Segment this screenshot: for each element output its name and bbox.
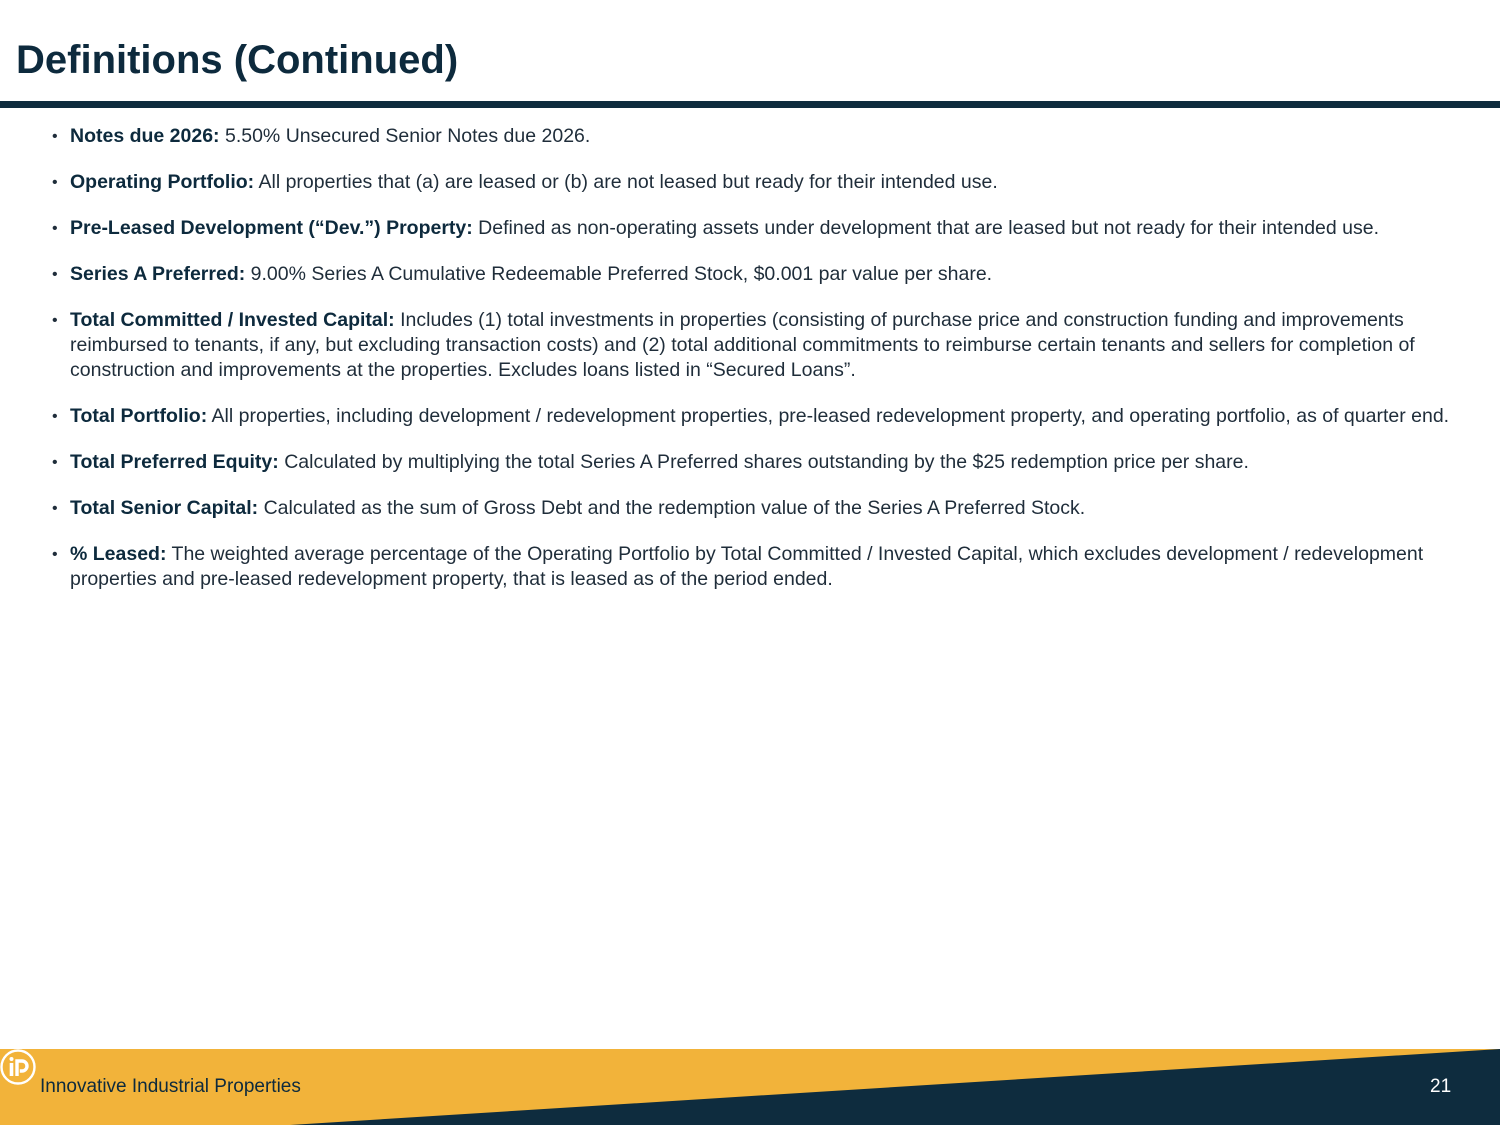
title-divider (0, 101, 1500, 108)
definition-term: Pre-Leased Development (“Dev.”) Property: (70, 217, 473, 239)
definition-text: All properties that (a) are leased or (b) are not leased but ready for their intended use. (258, 171, 998, 193)
definition-item (52, 308, 1452, 383)
definition-text: The weighted average percentage of the Operating Portfolio by Total Committed / Invested Capital, which excludes development / redevelopment properties and pre-leased redevelopment property, that is leased as of the period ended. (70, 543, 1424, 590)
definition-item (52, 216, 1452, 241)
definition-text: 5.50% Unsecured Senior Notes due 2026. (224, 125, 591, 147)
definition-item (52, 496, 1452, 521)
bullet-icon: • (52, 500, 58, 517)
bullet-icon: • (52, 546, 58, 563)
definition-text: 9.00% Series A Cumulative Redeemable Preferred Stock, $0.001 par value per share. (250, 263, 993, 285)
definition-item (52, 450, 1452, 475)
bullet-icon: • (52, 454, 58, 471)
definition-text: Includes (1) total investments in properties (consisting of purchase price and construction funding and improvements reimbursed to tenants, if any, but excluding transaction costs) and (2) total additional commitments to reimburse certain tenants and sellers for completion of construction and improvements at the properties. Excludes loans listed in “Secured Loans”. (70, 309, 1415, 381)
bullet-icon: • (52, 266, 58, 283)
definition-term: Total Portfolio: (70, 405, 208, 427)
definition-text: Defined as non-operating assets under development that are leased but not ready for their intended use. (478, 217, 1380, 239)
page-title: Definitions (Continued) (16, 38, 459, 82)
bullet-icon: • (52, 174, 58, 191)
footer-company-name: Innovative Industrial Properties (40, 1076, 301, 1097)
page-number: 21 (1430, 1076, 1452, 1097)
definition-term: Series A Preferred: (70, 263, 246, 285)
definition-item (52, 124, 1452, 149)
iip-logo-icon (0, 1049, 36, 1085)
definition-term: Notes due 2026: (70, 125, 220, 147)
definition-term: % Leased: (70, 543, 167, 565)
definition-text: All properties, including development / redevelopment properties, pre-leased redevelopment property, and operating portfolio, as of quarter end. (211, 405, 1450, 427)
definition-item (52, 404, 1452, 429)
definition-item (52, 170, 1452, 195)
definitions-list (52, 124, 1452, 592)
definition-text: Calculated by multiplying the total Series A Preferred shares outstanding by the $25 redemption price per share. (284, 451, 1249, 473)
definition-term: Total Committed / Invested Capital: (70, 309, 395, 331)
definition-text: Calculated as the sum of Gross Debt and the redemption value of the Series A Preferred Stock. (263, 497, 1086, 519)
bullet-icon: • (52, 128, 58, 145)
definition-term: Operating Portfolio: (70, 171, 255, 193)
bullet-icon: • (52, 408, 58, 425)
bullet-icon: • (52, 220, 58, 237)
bullet-icon: • (52, 312, 58, 329)
definition-term: Total Senior Capital: (70, 497, 259, 519)
footer (0, 1049, 1500, 1125)
definition-item (52, 262, 1452, 287)
definition-item (52, 542, 1452, 592)
definition-term: Total Preferred Equity: (70, 451, 279, 473)
